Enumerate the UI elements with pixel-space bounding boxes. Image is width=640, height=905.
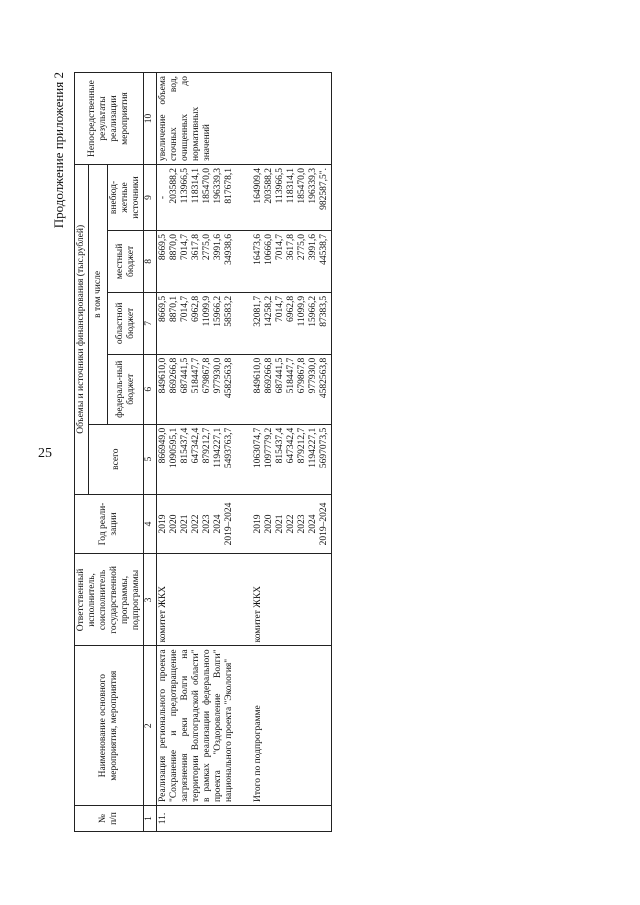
col-number: 6 (144, 354, 157, 424)
local-value: 8669,5 (158, 233, 168, 261)
header-regional: областной бюджет (108, 292, 144, 354)
year-value: 2023 (297, 514, 307, 534)
year-value: 2021 (180, 514, 190, 534)
extrabudget-value: 817678,1 (224, 168, 234, 204)
continuation-note: Продолжение приложения 2 (51, 72, 66, 229)
col-number: 9 (144, 165, 157, 231)
local-cell (252, 230, 332, 292)
federal-value: 869266,8 (169, 357, 179, 394)
extrabudget-value: 203588,2 (169, 168, 179, 204)
total-value: 5493763,7 (224, 427, 234, 469)
federal-value: 687441,5 (180, 357, 190, 394)
federal-value: 977930,0 (213, 357, 223, 394)
header-federal: федераль-ный бюджет (108, 354, 144, 424)
header-local: местный бюджет (108, 230, 144, 292)
year-value: 2021 (275, 514, 285, 534)
total-value: 879212,7 (297, 427, 307, 464)
federal-value: 518447,7 (286, 357, 296, 394)
page-number: 25 (38, 446, 52, 461)
local-value: 3617,8 (191, 233, 201, 261)
row-number: 11. (157, 806, 237, 832)
responsible-cell: комитет ЖКХ (252, 554, 332, 646)
result-cell (252, 73, 332, 165)
total-value: 1063074,7 (253, 427, 263, 469)
regional-value: 11099,9 (297, 295, 307, 327)
year-cell (252, 494, 332, 554)
total-value: 1090595,1 (169, 427, 179, 469)
extrabudget-value: 164909,4 (253, 168, 263, 204)
local-value: 3991,6 (308, 233, 318, 261)
local-value: 10666,0 (264, 233, 274, 265)
col-number: 7 (144, 292, 157, 354)
local-value: 16473,6 (253, 233, 263, 265)
total-cell (157, 424, 237, 494)
extrabudget-value: 118314,1 (286, 168, 296, 204)
local-value: 44538,7 (319, 233, 329, 265)
header-year: Год реали-зации (75, 494, 144, 554)
extrabudget-value: 113966,5 (275, 168, 285, 204)
measure-name: Итого по подпрограмме (252, 646, 332, 806)
local-cell (157, 230, 237, 292)
header-result: Непосредственные результаты реализации мероприятия (75, 73, 144, 165)
total-value: 815437,4 (180, 427, 190, 464)
total-value: 815437,4 (275, 427, 285, 464)
federal-value: 518447,7 (191, 357, 201, 394)
regional-value: 11099,9 (202, 295, 212, 327)
year-value: 2019–2024 (224, 502, 234, 546)
total-value: 5697073,5 (319, 427, 329, 469)
year-value: 2020 (264, 514, 274, 534)
federal-value: 4582563,8 (319, 357, 329, 399)
federal-value: 687441,5 (275, 357, 285, 394)
year-cell (157, 494, 237, 554)
regional-value: 14258,2 (264, 295, 274, 327)
header-total: всего (89, 424, 144, 494)
regional-value: 15966,2 (308, 295, 318, 327)
total-value: 1097779,2 (264, 427, 274, 469)
local-value: 7014,7 (180, 233, 190, 261)
local-value: 2775,0 (202, 233, 212, 261)
regional-value: 8870,1 (169, 295, 179, 322)
year-value: 2023 (202, 514, 212, 534)
regional-value: 6962,8 (191, 295, 201, 322)
col-number: 5 (144, 424, 157, 494)
extrabudget-cell (157, 165, 237, 231)
col-number: 10 (144, 73, 157, 165)
total-value: 1194227,1 (213, 427, 223, 468)
regional-value: 87383,5 (319, 295, 329, 327)
year-value: 2024 (308, 514, 318, 534)
regional-value: 6962,8 (286, 295, 296, 322)
col-number: 4 (144, 494, 157, 554)
year-value: 2019 (253, 514, 263, 534)
responsible-cell: комитет ЖКХ (157, 554, 237, 646)
col-number: 1 (144, 806, 157, 832)
local-value: 3991,6 (213, 233, 223, 261)
federal-cell (252, 354, 332, 424)
table-header (75, 73, 157, 832)
extrabudget-value: 203588,2 (264, 168, 274, 204)
regional-value: 7014,7 (275, 295, 285, 322)
header-responsible: Ответственный исполнитель, соисполнитель государственной программы, подпрограммы (75, 554, 144, 646)
regional-value: 32081,7 (253, 295, 263, 327)
row-number (252, 806, 332, 832)
extrabudget-value: 113966,5 (180, 168, 190, 204)
extrabudget-value: 118314,1 (191, 168, 201, 204)
col-number: 2 (144, 646, 157, 806)
extrabudget-value: 196339,3 (308, 168, 318, 204)
extrabudget-value: - (158, 195, 168, 200)
federal-value: 679867,8 (297, 357, 307, 394)
year-value: 2019 (158, 514, 168, 534)
measure-name: Реализация регионального проекта "Сохранение и предотвращение загрязнения реки Волги на территории Волгоградской области" в рамках реализации федерального проекта "Оздоровление Волги" национального проекта "Экология" (157, 646, 237, 806)
federal-value: 679867,8 (202, 357, 212, 394)
local-value: 2775,0 (297, 233, 307, 261)
federal-value: 849610,0 (158, 357, 168, 394)
table-row (157, 73, 237, 832)
regional-cell (252, 292, 332, 354)
extrabudget-cell (252, 165, 332, 231)
col-number: 8 (144, 230, 157, 292)
local-value: 3617,8 (286, 233, 296, 261)
year-value: 2020 (169, 514, 179, 534)
local-value: 34938,6 (224, 233, 234, 265)
federal-value: 977930,0 (308, 357, 318, 394)
header-extrabudget: внебюд-жетные источники (108, 165, 144, 231)
total-value: 647342,4 (286, 427, 296, 464)
year-value: 2024 (213, 514, 223, 534)
total-cell (252, 424, 332, 494)
regional-value: 15966,2 (213, 295, 223, 327)
regional-value: 7014,7 (180, 295, 190, 322)
year-value: 2022 (191, 514, 201, 534)
rotated-page (50, 72, 590, 832)
funding-table (74, 72, 332, 832)
spacer-row (236, 73, 252, 832)
result-cell: увеличение объема сточных вод, очищенных до нормативных значений (157, 73, 237, 165)
total-value: 1194227,1 (308, 427, 318, 468)
regional-value: 58583,2 (224, 295, 234, 327)
extrabudget-value: 185470,0 (297, 168, 307, 204)
column-number-row (144, 73, 157, 832)
local-value: 8870,0 (169, 233, 179, 261)
regional-cell (157, 292, 237, 354)
header-funding: Объемы и источники финансирования (тыс.рублей) (75, 165, 89, 495)
local-value: 7014,7 (275, 233, 285, 261)
header-no: № п/п (75, 806, 144, 832)
federal-value: 849610,0 (253, 357, 263, 394)
extrabudget-value: 196339,3 (213, 168, 223, 204)
header-including: в том числе (89, 165, 108, 425)
extrabudget-value: 982587,5". (319, 168, 329, 210)
total-value: 879212,7 (202, 427, 212, 464)
total-value: 866949,0 (158, 427, 168, 464)
regional-value: 8669,5 (158, 295, 168, 322)
header-name: Наименование основного мероприятия, мероприятия (75, 646, 144, 806)
federal-value: 4582563,8 (224, 357, 234, 399)
federal-value: 869266,8 (264, 357, 274, 394)
year-value: 2019–2024 (319, 502, 329, 546)
total-value: 647342,4 (191, 427, 201, 464)
col-number: 3 (144, 554, 157, 646)
table-row (252, 73, 332, 832)
extrabudget-value: 185470,0 (202, 168, 212, 204)
federal-cell (157, 354, 237, 424)
year-value: 2022 (286, 514, 296, 534)
